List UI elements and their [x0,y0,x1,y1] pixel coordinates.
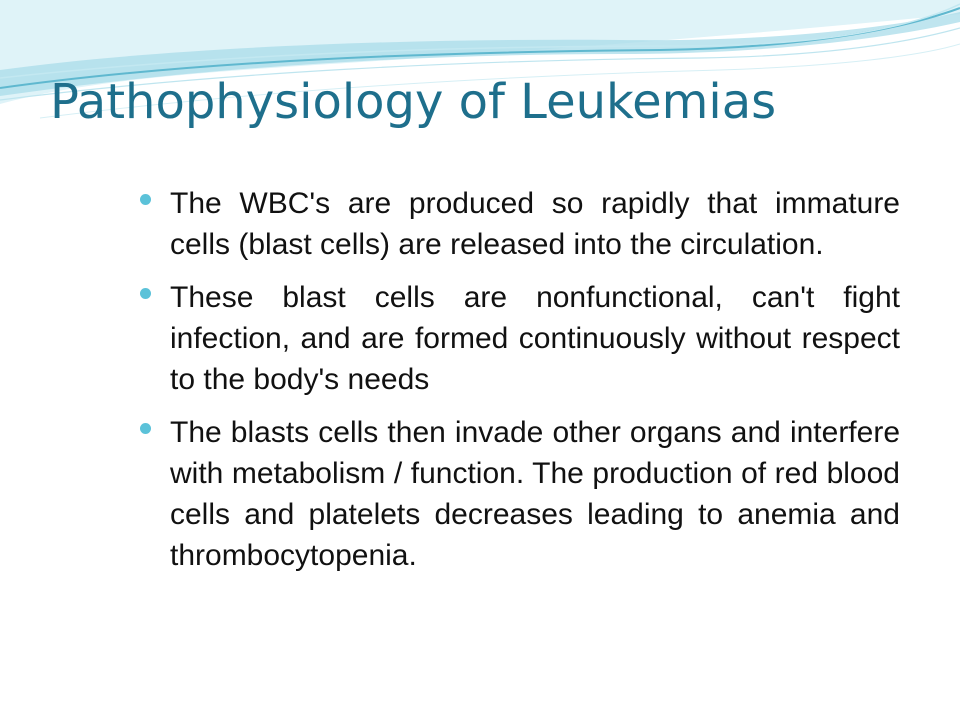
bullet-text: The blasts cells then invade other organs and interfere with metabolism / function. The production of red blood cells and platelets decreases leading to anemia and thrombocytopenia. [170,416,900,572]
bullet-item [140,277,900,400]
bullet-list [140,183,900,588]
bullet-item [140,183,900,265]
bullet-dot-icon [140,288,151,299]
bullet-dot-icon [140,194,151,205]
bullet-text: The WBC's are produced so rapidly that immature cells (blast cells) are released into the circulation. [170,187,900,261]
bullet-text: These blast cells are nonfunctional, can't fight infection, and are formed continuously without respect to the body's needs [170,281,900,396]
bullet-dot-icon [140,423,151,434]
slide-title: Pathophysiology of Leukemias [50,74,777,130]
bullet-item [140,412,900,576]
